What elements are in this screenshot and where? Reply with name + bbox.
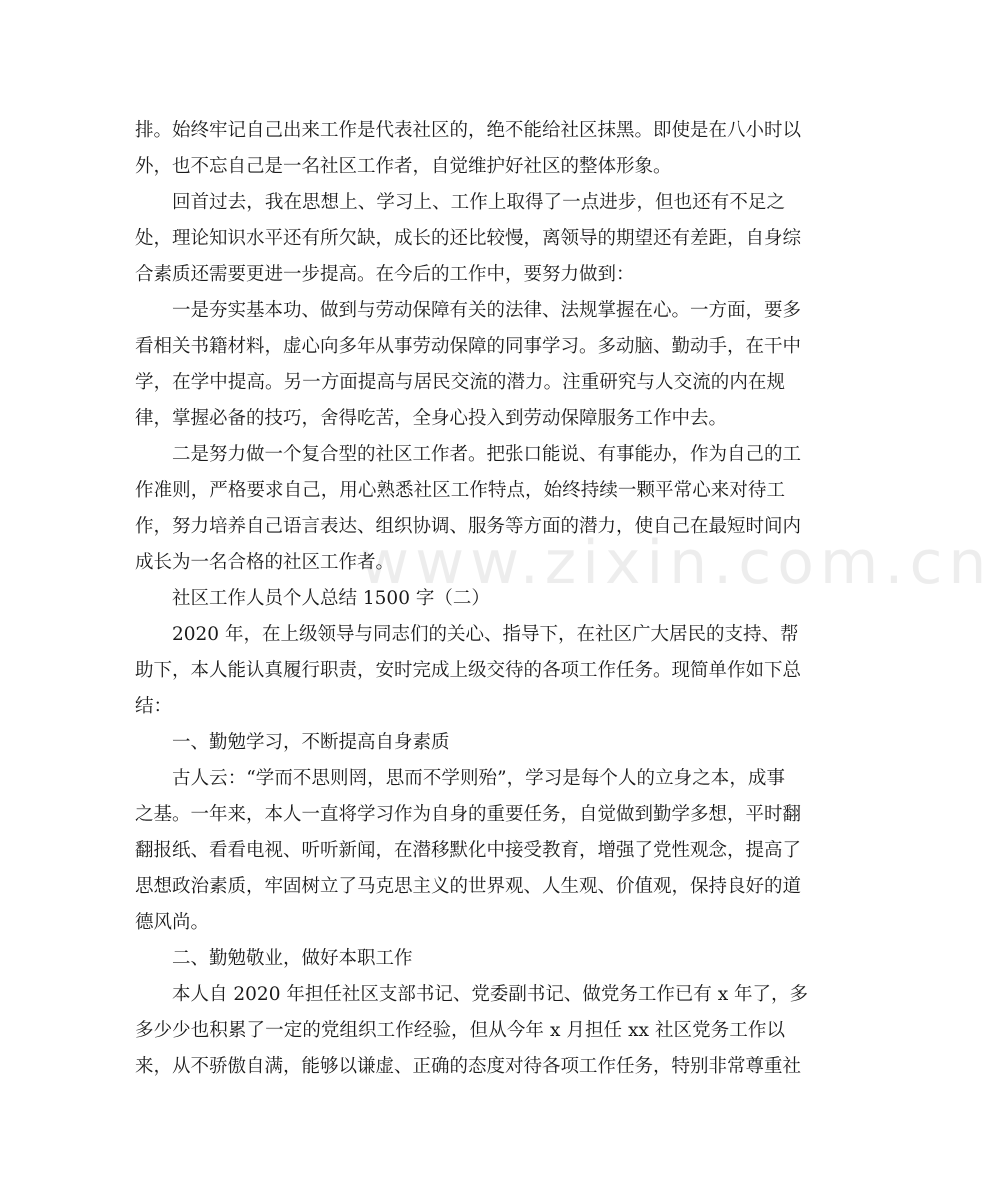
text-line: 本人自 2020 年担任社区支部书记、党委副书记、做党务工作已有 x 年了，多 <box>172 984 809 1005</box>
text-line: 看相关书籍材料，虚心向多年从事劳动保障的同事学习。多动脑、勤动手，在干中 <box>135 336 802 357</box>
text-line: 来，从不骄傲自满，能够以谦虚、正确的态度对待各项工作任务，特别非常尊重社 <box>135 1056 802 1077</box>
text-line: 作准则，严格要求自己，用心熟悉社区工作特点，始终持续一颗平常心来对待工 <box>135 480 785 501</box>
text-line: 一是夯实基本功、做到与劳动保障有关的法律、法规掌握在心。一方面，要多 <box>172 300 802 321</box>
text-line: 作，努力培养自己语言表达、组织协调、服务等方面的潜力，使自己在最短时间内 <box>135 516 802 537</box>
text-line: 回首过去，我在思想上、学习上、工作上取得了一点进步，但也还有不足之 <box>172 192 785 213</box>
text-line: 德风尚。 <box>135 912 210 933</box>
section-heading: 二、勤勉敬业，做好本职工作 <box>172 948 413 969</box>
text-line: 结： <box>135 696 173 717</box>
text-line: 之基。一年来，本人一直将学习作为自身的重要任务，自觉做到勤学多想，平时翻 <box>135 804 802 825</box>
text-line: 外，也不忘自己是一名社区工作者，自觉维护好社区的整体形象。 <box>135 156 672 177</box>
text-line: 学，在学中提高。另一方面提高与居民交流的潜力。注重研究与人交流的内在规 <box>135 372 785 393</box>
section-heading: 一、勤勉学习，不断提高自身素质 <box>172 732 450 753</box>
text-line: 处，理论知识水平还有所欠缺，成长的还比较慢，离领导的期望还有差距，自身综 <box>135 228 802 249</box>
text-line: 思想政治素质，牢固树立了马克思主义的世界观、人生观、价值观，保持良好的道 <box>135 876 802 897</box>
document-body <box>135 113 809 1085</box>
text-line: 2020 年，在上级领导与同志们的关心、指导下，在社区广大居民的支持、帮 <box>172 624 799 645</box>
text-line: 排。始终牢记自己出来工作是代表社区的，绝不能给社区抹黑。即使是在八小时以 <box>135 120 802 141</box>
section-heading: 社区工作人员个人总结 1500 字（二） <box>172 588 490 609</box>
text-line: 古人云：“学而不思则罔，思而不学则殆”，学习是每个人的立身之本，成事 <box>172 768 785 789</box>
text-line: 合素质还需要更进一步提高。在今后的工作中，要努力做到： <box>135 264 635 285</box>
watermark: www.zixin.com.cn <box>360 528 992 598</box>
text-line: 成长为一名合格的社区工作者。 <box>135 552 395 573</box>
text-line: 律，掌握必备的技巧，舍得吃苦，全身心投入到劳动保障服务工作中去。 <box>135 408 728 429</box>
text-line: 助下，本人能认真履行职责，安时完成上级交待的各项工作任务。现简单作如下总 <box>135 660 802 681</box>
text-line: 多少少也积累了一定的党组织工作经验，但从今年 x 月担任 xx 社区党务工作以 <box>135 1020 785 1041</box>
text-line: 翻报纸、看看电视、听听新闻，在潜移默化中接受教育，增强了党性观念，提高了 <box>135 840 802 861</box>
text-line: 二是努力做一个复合型的社区工作者。把张口能说、有事能办，作为自己的工 <box>172 444 802 465</box>
